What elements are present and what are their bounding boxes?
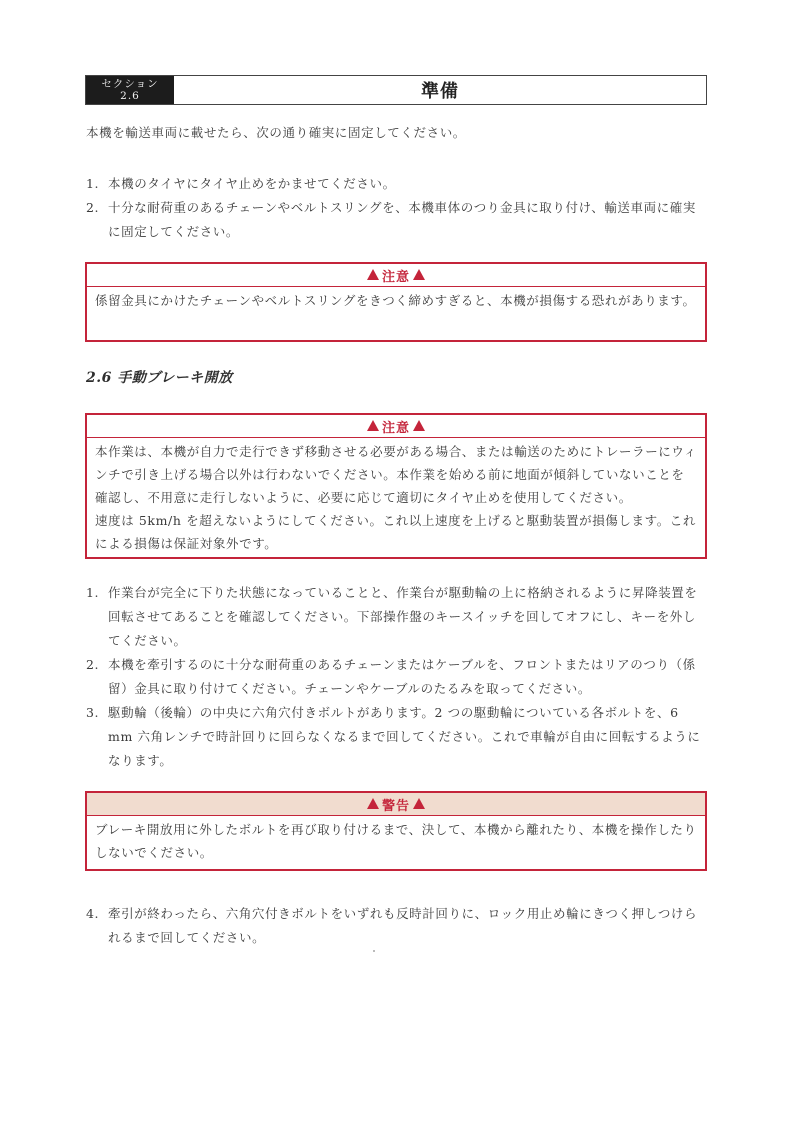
step-number: 4. bbox=[86, 906, 100, 921]
caution-header bbox=[87, 415, 705, 438]
section-tab bbox=[86, 76, 174, 104]
warning-body bbox=[87, 816, 705, 867]
list-item bbox=[86, 902, 706, 950]
intro-paragraph: 本機を輸送車両に載せたら、次の通り確実に固定してください。 bbox=[86, 125, 466, 140]
section-number: 2.6 bbox=[120, 90, 140, 102]
section-label: セクション bbox=[101, 78, 159, 90]
page-title: 準備 bbox=[421, 81, 459, 102]
step-text: 作業台が完全に下りた状態になっていることと、作業台が駆動輪の上に格納されるように昇降装置を回転させてあることを確認してください。下部操作盤のキースイッチを回してオフにし、キーを外してください。 bbox=[108, 585, 698, 648]
step-number: 2. bbox=[86, 657, 100, 672]
section-header bbox=[85, 75, 707, 105]
caution-box bbox=[85, 262, 707, 342]
caution-header bbox=[87, 264, 705, 287]
fix-steps-list bbox=[86, 172, 706, 244]
list-item bbox=[86, 581, 706, 653]
warning-triangle-icon bbox=[367, 420, 379, 431]
caution-text: 係留金具にかけたチェーンやベルトスリングをきつく締めすぎると、本機が損傷する恐れがあります。 bbox=[95, 293, 696, 308]
warning-triangle-icon bbox=[413, 798, 425, 809]
step-number: 3. bbox=[86, 705, 100, 720]
caution-label: 注意 bbox=[381, 420, 410, 436]
warning-box bbox=[85, 791, 707, 871]
step-number: 1. bbox=[86, 585, 100, 600]
warning-triangle-icon bbox=[367, 798, 379, 809]
warning-header bbox=[87, 793, 705, 816]
list-item bbox=[86, 196, 706, 244]
list-item bbox=[86, 172, 706, 196]
final-steps-list bbox=[86, 902, 706, 950]
step-text: 駆動輪（後輪）の中央に六角穴付きボルトがあります。2 つの駆動輪についている各ボルトを、6 mm 六角レンチで時計回りに回らなくなるまで回してください。これで車輪が自由に回転するようになります。 bbox=[108, 705, 701, 768]
scan-mark bbox=[373, 950, 375, 952]
list-item bbox=[86, 653, 706, 701]
step-text: 十分な耐荷重のあるチェーンやベルトスリングを、本機車体のつり金具に取り付け、輸送車両に確実に固定してください。 bbox=[108, 200, 697, 239]
caution-text: 本作業は、本機が自力で走行できず移動させる必要がある場合、または輸送のためにトレーラーにウィンチで引き上げる場合以外は行わないでください。本作業を始める前に地面が傾斜していないことを確認し、不用意に走行しないように、必要に応じて適切にタイヤ止めを使用してください。 bbox=[95, 444, 697, 505]
caution-body bbox=[87, 438, 705, 558]
warning-triangle-icon bbox=[413, 269, 425, 280]
caution-box bbox=[85, 413, 707, 559]
step-text: 牽引が終わったら、六角穴付きボルトをいずれも反時計回りに、ロック用止め輪にきつく押しつけられるまで回してください。 bbox=[108, 906, 698, 945]
step-text: 本機のタイヤにタイヤ止めをかませてください。 bbox=[108, 176, 396, 191]
warning-text: ブレーキ開放用に外したボルトを再び取り付けるまで、決して、本機から離れたり、本機を操作したりしないでください。 bbox=[95, 822, 697, 860]
caution-body bbox=[87, 287, 705, 315]
warning-triangle-icon bbox=[367, 269, 379, 280]
subsection-heading: 2.6 手動ブレーキ開放 bbox=[86, 370, 233, 386]
step-number: 1. bbox=[86, 176, 100, 191]
list-item bbox=[86, 701, 706, 773]
warning-label: 警告 bbox=[381, 798, 410, 814]
step-number: 2. bbox=[86, 200, 100, 215]
caution-text: 速度は 5km/h を超えないようにしてください。これ以上速度を上げると駆動装置が損傷します。これによる損傷は保証対象外です。 bbox=[95, 513, 696, 551]
warning-triangle-icon bbox=[413, 420, 425, 431]
step-text: 本機を牽引するのに十分な耐荷重のあるチェーンまたはケーブルを、フロントまたはリアのつり（係留）金具に取り付けてください。チェーンやケーブルのたるみを取ってください。 bbox=[108, 657, 696, 696]
release-steps-list bbox=[86, 581, 706, 773]
caution-label: 注意 bbox=[381, 269, 410, 285]
